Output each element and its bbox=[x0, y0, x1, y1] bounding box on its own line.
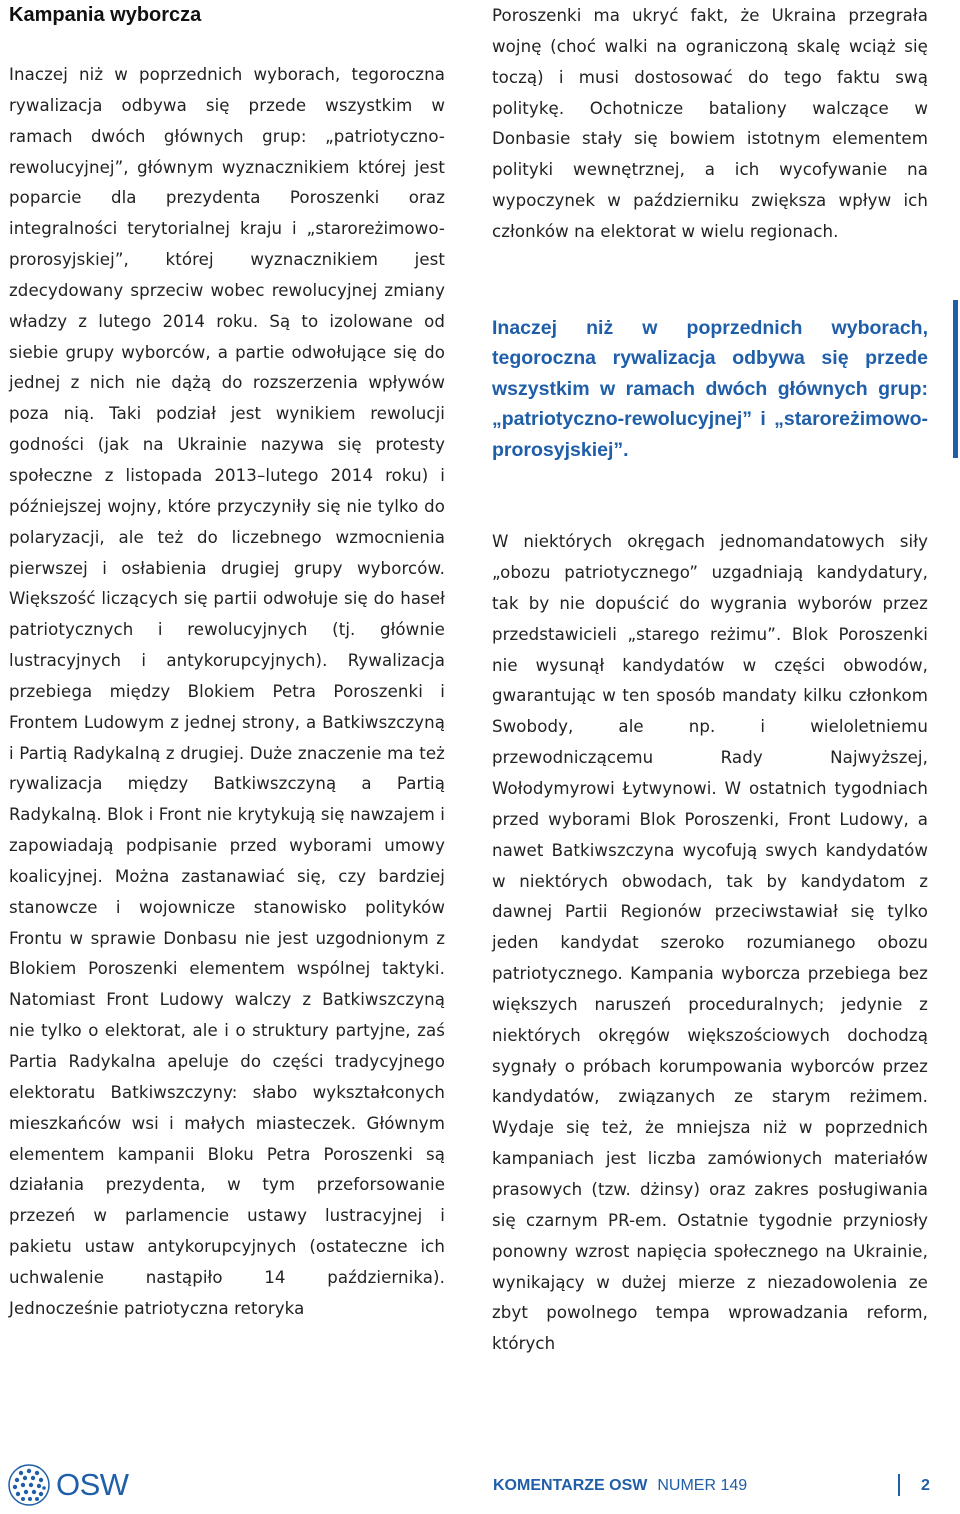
right-body-text-bottom: W niektórych okręgach jednomandatowych siły „obozu patriotycznego” uzgadniają kandydatury, tak by nie dopuścić do wygrania wyborów przez przedstawicieli „starego reżimu”. Blok Poroszenki nie wysunął kandydatów w części obwodów, gwarantując w ten sposób mandaty kilku członkom Swobody, ale np. i wieloletniemu przewodniczącemu Rady Najwyższej, Wołodymyrowi Łytwynowi. W ostatnich tygodniach przed wyborami Blok Poroszenki, Front Ludowy, a nawet Batkiwszczyna wycofują swych kandydatów w niektórych obwodach, tak by kandydatom z dawnej Partii Regionów przeciwstawiał się tylko jeden kandydat szeroko rozumianego obozu patriotycznego. Kampania wyborcza przebiega bez większych naruszeń proceduralnych; jedynie z niektórych okręgów większościowych dochodzą sygnały o próbach korumpowania wyborców przez kandydatów, związanych ze starym reżimem. Wydaje się też, że mniejsza niż w poprzednich kampaniach jest liczba zamówionych materiałów prasowych (tzw. dżinsy) oraz zakres posługiwania się czarnym PR-em. Ostatnie tygodnie przyniosły ponowny wzrost napięcia społecznego na Ukrainie, wynikający w dużej mierze z niezadowolenia ze zbyt powolnego tempa wprowadzania reform, których bbox=[492, 532, 928, 1354]
section-heading: Kampania wyborcza bbox=[9, 4, 202, 26]
series-label bbox=[493, 1477, 747, 1495]
left-body-text: Inaczej niż w poprzednich wyborach, tegoroczna rywalizacja odbywa się przede wszystkim w ramach dwóch głównych grup: „patriotyczno-rewolucyjnej”, głównym wyznacznikiem której jest poparcie dla prezydenta Poroszenki oraz integralności terytorialnej kraju i „staroreżimowo-prorosyjskiej”, której wyznacznikiem jest zdecydowany sprzeciw wobec rewolucyjnej zmiany władzy z lutego 2014 roku. Są to izolowane od siebie grupy wyborców, a partie odwołujące się do jednej z nich nie dążą do rozszerzenia wpływów poza nią. Taki podział jest wynikiem rewolucji godności (jak na Ukrainie nazywa się protesty społeczne z listopada 2013–lutego 2014 roku) i późniejszej wojny, które przyczyniły się nie tylko do polaryzacji, ale też do liczebnego wzmocnienia pierwszej i osłabienia drugiej grupy wyborców. Większość liczących się partii odwołuje się do haseł patriotycznych i rewolucyjnych (tj. głównie lustracyjnych i antykorupcyjnych). Rywalizacja przebiega między Blokiem Petra Poroszenki i Frontem Ludowym z jednej strony, a Batkiwszczyną i Partią Radykalną z drugiej. Duże znaczenie ma też rywalizacja między Batkiwszczyną a Partią Radykalną. Blok i Front nie krytykują się nawzajem i zapowiadają podpisanie przed wyborami umowy koalicyjnej. Można zastanawiać się, czy bardziej stanowcze i wojownicze stanowisko polityków Frontu w sprawie Donbasu nie jest uzgodnionym z Blokiem Poroszenki elementem wspólnej taktyki. Natomiast Front Ludowy walczy z Batkiwszczyną nie tylko o elektorat, ale i o struktury partyjne, zaś Partia Radykalna apeluje do części tradycyjnego elektoratu Batkiwszczyny: słabo wykształconych mieszkańców wsi i małych miasteczek. Głównym elementem kampanii Bloku Petra Poroszenki są działania prezydenta, w tym przeforsowanie przezeń w parlamencie ustawy lustracyjnej i pakietu ustaw antykorupcyjnych (ostateczne ich uchwalenie nastąpiło 14 października). Jednocześnie patriotyczna retoryka bbox=[9, 65, 445, 1318]
footer-divider bbox=[898, 1474, 900, 1496]
right-column bbox=[492, 0, 928, 1360]
series-name: KOMENTARZE OSW bbox=[493, 1477, 648, 1494]
page-number: 2 bbox=[921, 1477, 930, 1494]
right-body-text-top: Poroszenki ma ukryć fakt, że Ukraina przegrała wojnę (choć walki na ograniczoną skalę wciąż się toczą) i musi dostosować do tego faktu swą politykę. Ochotnicze bataliony walczące w Donbasie stały się bowiem istotnym elementem polityki wewnętrznej, a ich wycofywanie na wypoczynek w październiku zwiększa wpływ ich członków na elektorat w wielu regionach. bbox=[492, 6, 928, 241]
pull-quote: Inaczej niż w poprzednich wyborach, tegoroczna rywalizacja odbywa się przede wszystkim w ramach dwóch głównych grup: „patriotyczno-rewolucyjnej” i „staroreżimowo-prorosyjskiej”. bbox=[492, 316, 928, 461]
osw-globe-icon bbox=[8, 1464, 50, 1506]
issue-number: NUMER 149 bbox=[657, 1477, 748, 1494]
osw-logo bbox=[8, 1464, 129, 1506]
left-column bbox=[9, 0, 445, 1325]
pull-quote-accent-bar bbox=[953, 300, 958, 458]
page-footer bbox=[0, 1460, 960, 1514]
logo-text: OSW bbox=[56, 1467, 129, 1502]
